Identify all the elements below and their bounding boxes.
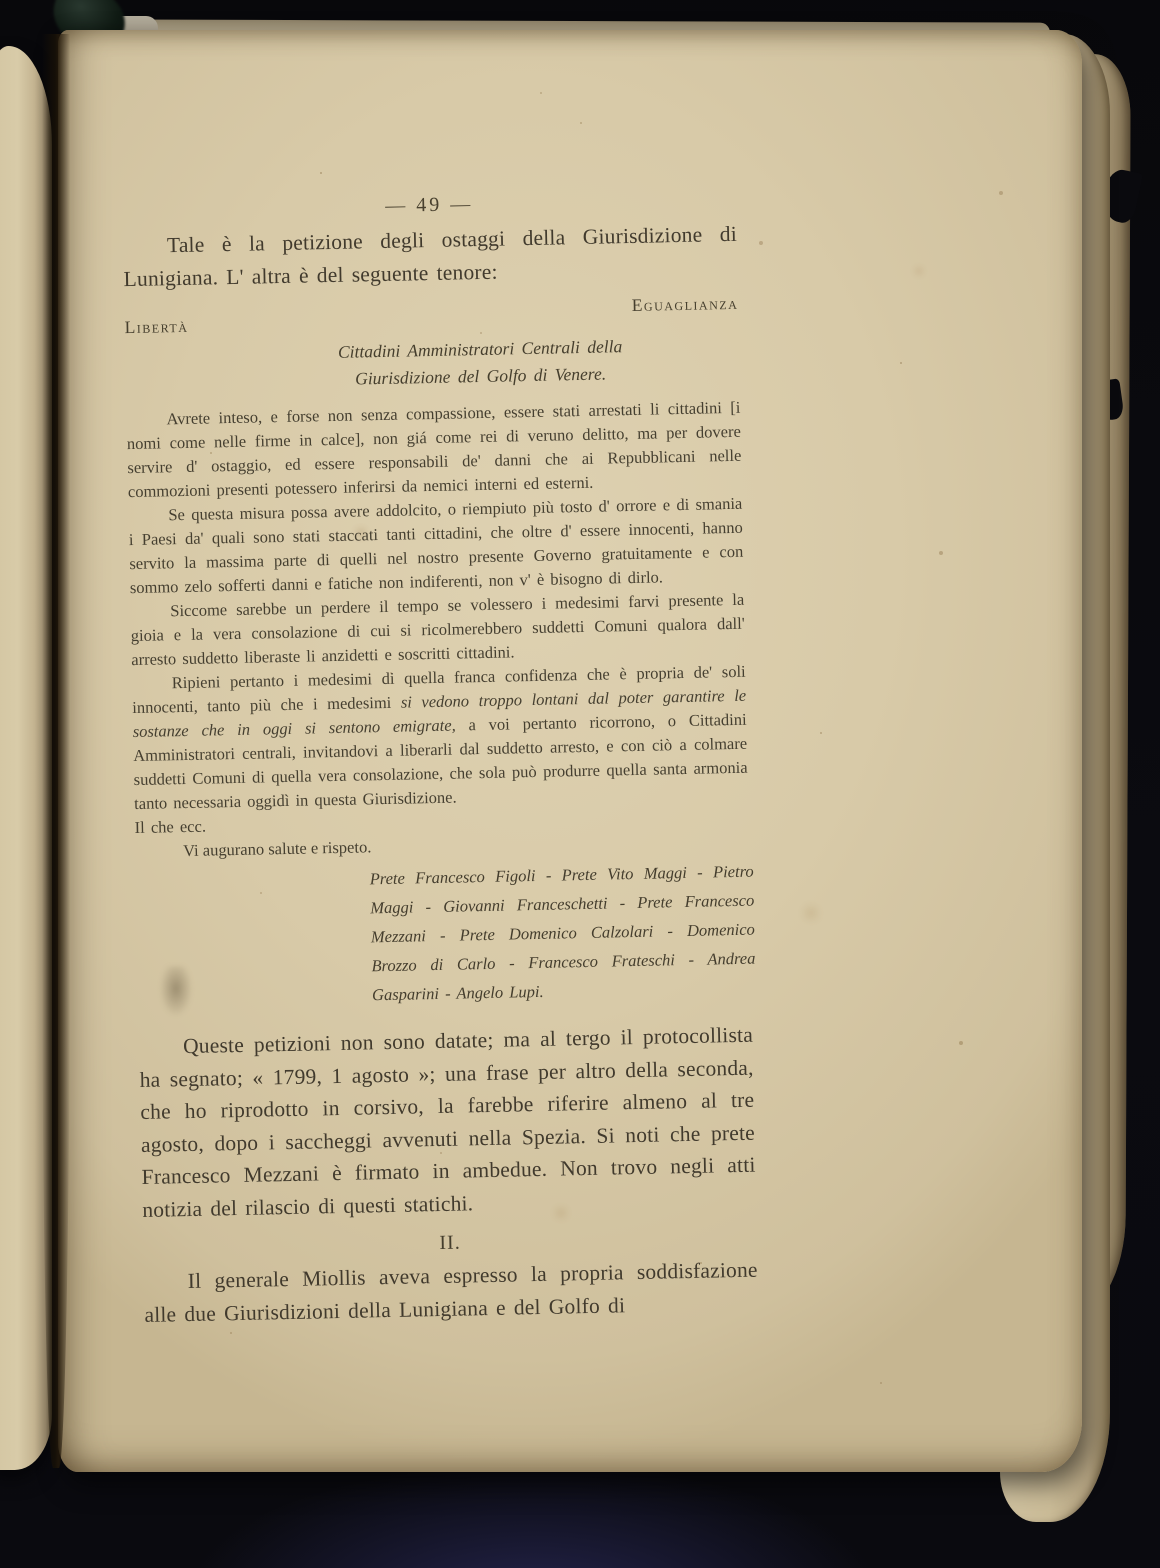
signature-block: Prete Francesco Figoli - Prete Vito Maggi - Pietro Maggi - Giovanni Franceschetti - Prete Francesco Mezzani - Prete Domenico Calzolari - Domenico Brozzo di Carlo - Francesco Frateschi - Andrea Gasparini - Angelo Lupi. xyxy=(369,861,756,1005)
petition-paragraph-3: Siccome sarebbe un perdere il tempo se volessero i medesimi farvi presente la gioia e la vera consolazione di cui si ricolmerebbero suddetti Comuni qualora dall' arresto suddetto liberaste li anzidetti e soscritti cittadini. xyxy=(130,589,745,670)
petition-valediction: Vi augurano salute e rispeto. xyxy=(182,837,372,861)
page-number: — 49 — xyxy=(385,193,474,217)
salutation-line-1: Cittadini Amministratori Centrali della xyxy=(337,336,623,362)
intro-paragraph: Tale è la petizione degli ostaggi della Giurisdizione di Lunigiana. L' altra è del seguente tenore: xyxy=(123,221,738,291)
petition-closing: Il che ecc. xyxy=(134,816,207,838)
motto-equality: Eguaglianza xyxy=(631,292,739,315)
salutation-line-2: Giurisdizione del Golfo di Venere. xyxy=(354,363,607,389)
petition-paragraph-1: Avrete inteso, e forse non senza compassione, essere stati arrestati li cittadini [i nomi come nelle firme in calce], non giá come rei di veruno delitto, ma per dovere servire d' ostaggio, ed essere responsabili de' danni che ai Repubblicani nelle commozioni presenti potessero inferirsi da nemici interni ed esterni. xyxy=(126,397,742,502)
printed-text-column xyxy=(122,188,759,1331)
paper-foxing-spots xyxy=(58,30,60,32)
commentary-paragraph: Queste petizioni non sono datate; ma al tergo il protocollista ha segnato; « 1799, 1 agosto »; una frase per altro della seconda, che ho riprodotto in corsivo, la farebbe riferire almeno al tre agosto, dopo i saccheggi avvenuti nella Spezia. Si noti che prete Francesco Mezzani è firmato in ambedue. Non trovo negli atti notizia del rilascio di questi statichi. xyxy=(139,1022,756,1222)
petition-p4-italic: si vedono troppo lontani dal poter garantire le sostanze che in oggi si sentono emigrate, xyxy=(132,685,747,742)
petition-p4-roman-end: a voi pertanto ricorrono, o Cittadini Amministratori centrali, invitandovi a liberarli dal suddetto arresto, e con ciò a colmare suddetti Comuni di quella vera consolazione, che sola può produrre quella santa armonia tanto necessaria oggidì in questa Giurisdizione. xyxy=(133,709,748,814)
section-heading: II. xyxy=(439,1231,461,1255)
petition-salutation xyxy=(221,331,740,395)
motto-liberty: Libertà xyxy=(124,315,189,338)
section-paragraph: Il generale Miollis aveva espresso la propria soddisfazione alle due Giurisdizioni della Lunigiana e del Golfo di xyxy=(144,1257,758,1327)
petition-paragraph-4 xyxy=(132,660,749,816)
petition-p4-roman: Ripieni pertanto i medesimi di quella franca confidenza che è propria de' soli innocenti, tanto più che i medesimi xyxy=(132,661,746,718)
petition-paragraph-2: Se questa misura possa avere addolcito, o riempiuto più tosto d' orrore e di smania i Paesi da' quali sono stati staccati tanti cittadini, che oltre d' essere innocenti, hanno servito la massima parte di quelli nel nostro presente Governo gratuitamente e con sommo zelo sofferti danni e fatiche non indiferenti, non v' è bisogno di dirlo. xyxy=(128,493,744,598)
gutter-crease xyxy=(42,34,70,1468)
